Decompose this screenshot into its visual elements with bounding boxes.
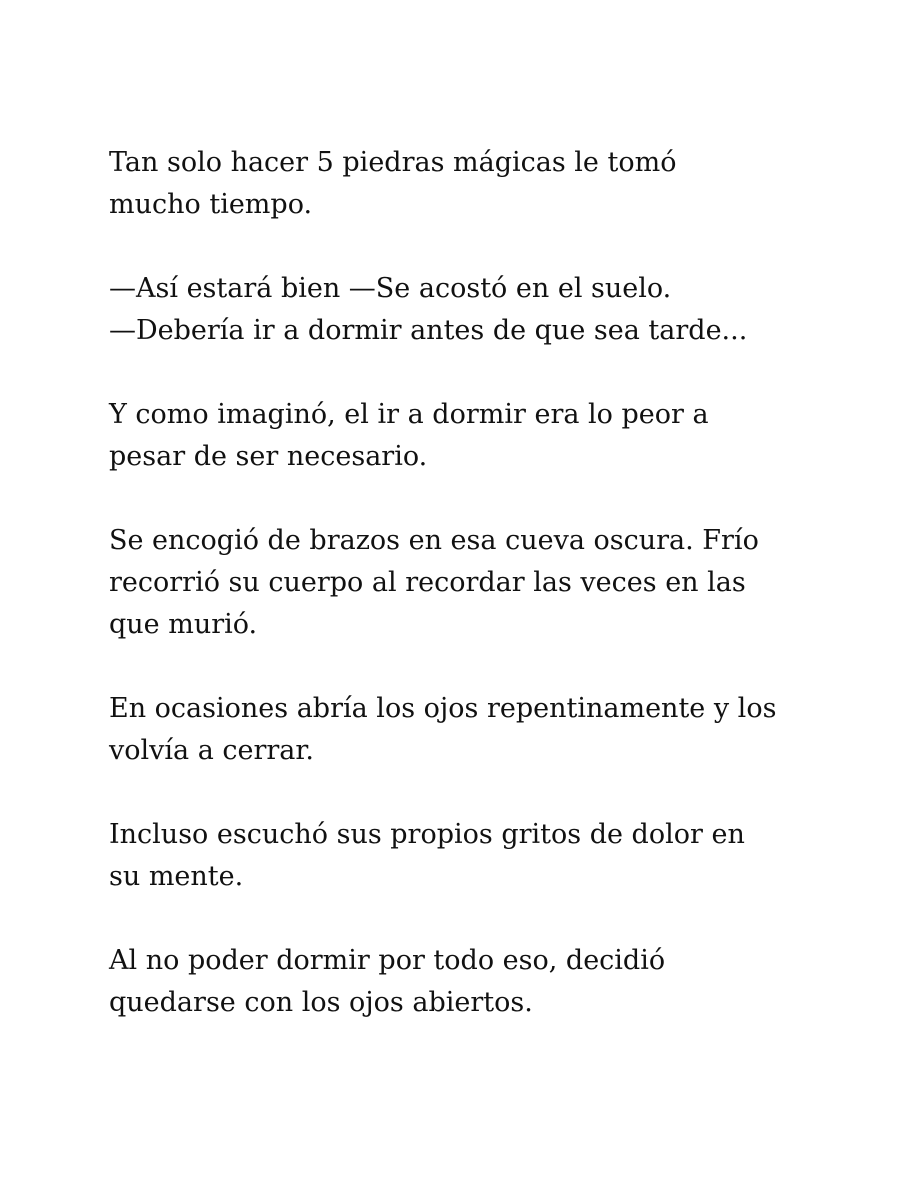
- paragraph: [109, 142, 809, 226]
- paragraph: [109, 688, 809, 772]
- text-line: Tan solo hacer 5 piedras mágicas le tomó: [109, 147, 677, 178]
- text-line: Incluso escuchó sus propios gritos de dolor en: [109, 819, 745, 850]
- text-line: En ocasiones abría los ojos repentinamente y los: [109, 693, 777, 724]
- text-line: Al no poder dormir por todo eso, decidió: [109, 945, 666, 976]
- text-line: mucho tiempo.: [109, 189, 313, 220]
- text-line: volvía a cerrar.: [109, 735, 314, 766]
- text-line: Se encogió de brazos en esa cueva oscura. Frío: [109, 525, 759, 556]
- text-line: Y como imaginó, el ir a dormir era lo peor a: [109, 399, 709, 430]
- paragraph: [109, 814, 809, 898]
- paragraph: [109, 268, 809, 352]
- text-line: recorrió su cuerpo al recordar las veces en las: [109, 567, 746, 598]
- story-text: [109, 142, 809, 1066]
- text-line: quedarse con los ojos abiertos.: [109, 987, 533, 1018]
- text-line: que murió.: [109, 609, 258, 640]
- text-line: su mente.: [109, 861, 244, 892]
- text-line: —Debería ir a dormir antes de que sea tarde...: [109, 315, 748, 346]
- paragraph: [109, 520, 809, 646]
- text-line: pesar de ser necesario.: [109, 441, 428, 472]
- text-line: —Así estará bien —Se acostó en el suelo.: [109, 273, 672, 304]
- paragraph: [109, 940, 809, 1024]
- paragraph: [109, 394, 809, 478]
